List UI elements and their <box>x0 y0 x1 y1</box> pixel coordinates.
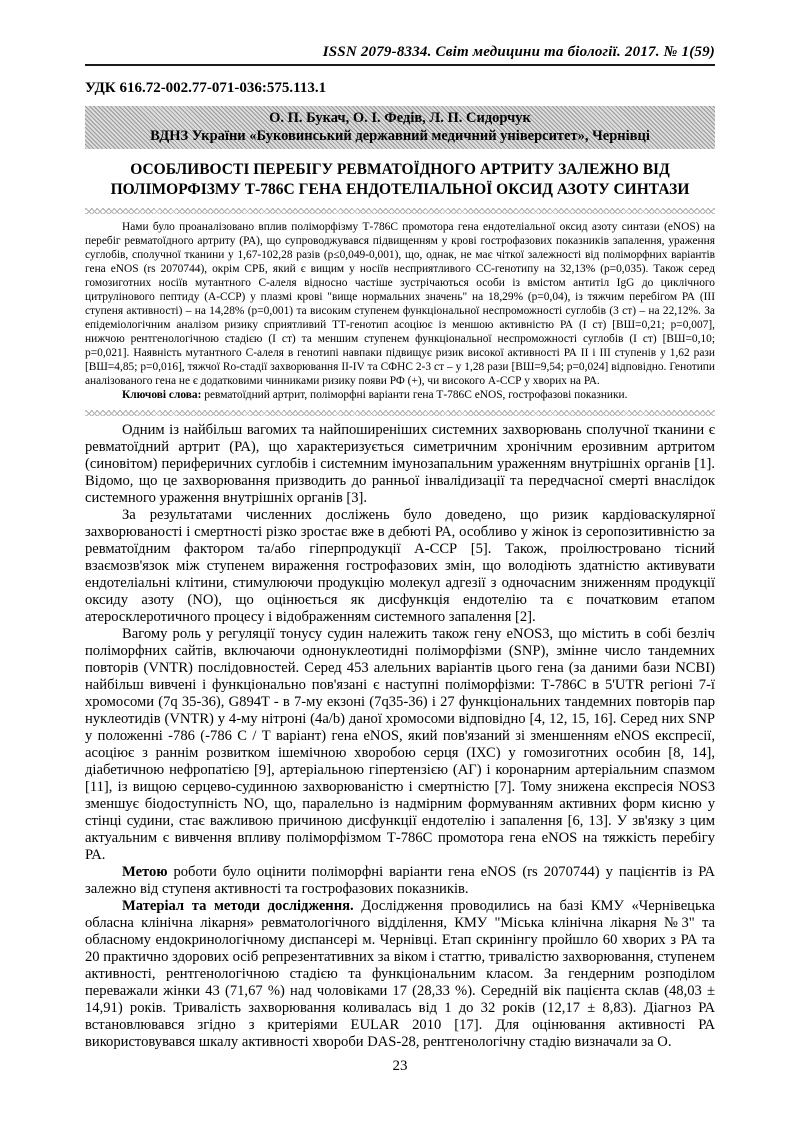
paragraph-5-text: Дослідження проводились на базі КМУ «Чернівецька обласна клінічна лікарня» ревматологічного відділення, КМУ "Міська клінічна лікарня №3" та обласному ендокринологічному диспансері м. Чернівці. Етап скринінгу пройшло 60 хворих з РА та 20 практично здорових осіб репрезентативних за віком і статтю, тривалістю захворювання, ступенем активності, рентгенологічною стадією та функціональним класом. За гендерним розподілом переважали жінки 43 (71,67 %) над чоловіками 17 (28,33 %). Середній вік пацієнта склав (48,03 ± 14,91) років. Тривалість захворювання коливалась від 1 до 32 років (12,17 ± 8,83). Діагноз РА встановлювався згідно з критеріями EULAR 2010 [17]. Для оцінювання активності РА використовувався шкалу активності хвороби DAS-28, рентгенологічну стадію визначали за О. <box>85 898 715 1050</box>
authors-line: О. П. Букач, О. І. Федів, Л. П. Сидорчук <box>269 110 531 126</box>
paragraph-1-text: Одним із найбільш вагомих та найпоширеніших системних захворювань сполучної тканини є ревматоїдний артрит (РА), що характеризується симетричним хронічним ерозивним артритом (синовітом) периферичних суглобів і системним імунозапальним ураженням внутрішніх органів [1]. Відомо, що це захворювання призводить до ранньої інвалідизації та передчасної смерті внаслідок системного ураження внутрішніх органів [3]. <box>85 422 715 506</box>
page-number: 23 <box>392 1058 408 1074</box>
affiliation-line: ВДНЗ України «Буковинський державний медичний університет», Чернівці <box>150 128 650 144</box>
paragraph-2-text: За результатами численних досліжень було доведено, що ризик кардіоваскулярної захворюваності і смертності різко зростає вже в дебюті РА, особливо у жінок із серопозитивністю за ревматоїдним фактором та/або гіперпродукції А-ССР [5]. Також, проілюстровано тісний взаємозв'язок між ступенем вираження гострофазових змін, що володіють здатністю активувати ендотеліальні клітини, стимулюючи продукцію молекул адгезії з одночасним зниженням продукції оксиду азоту (NO), що оцінюється як дисфункція ендотелію та є початковим етапом атеросклеротичного процесу і відображенням системного запалення [2]. <box>85 507 715 625</box>
keywords-text: ревматоїдний артрит, поліморфні варіанти гена Т-786С eNOS, гострофазові показники. <box>201 389 628 401</box>
abstract-paragraph: Нами було проаналізовано вплив поліморфізму Т-786С промотора гена ендотеліальної оксид азоту синтази (eNOS) на перебіг ревматоїдного артриту (РА), що супроводжувався підвищенням у крові гострофазових показників запалення, ураження суглобів, сполучної тканини у 1,67-102,28 разів (p≤0,049-0,001), що, однак, не має чіткої залежності від поліморфних варіантів гена eNOS (rs 2070744), окрім СРБ, який є вищим у носіїв несприятливого СС-генотипу на 32,13% (p=0,035). Також серед гомозиготних носіїв мутантного С-алеля відносно частіше зустрічаються особи із вмістом антитіл IgG до циклічного цитрулінового пептиду (А-ССР) у плазмі крові "вище нормальних значень" на 18,29% (р=0,04), із тяжчим перебігом РА (ІІІ ступеня активності) – на 14,28% (р=0,001) та високим ступенем функціональної неспроможності суглобів (3 ст) – на 22,12%. За епідеміологічним аналізом ризику сприятливий ТТ-генотип асоціює із меншою активністю РА (І ст) [ВШ=0,21; р=0,007], нижчою рентгенологічною стадією (І ст) та меншим ступенем функціональної неспроможності суглобів (І ст) [ВШ=0,10; р=0,021]. Наявність мутантного С-алеля в генотипі навпаки підвищує ризик високої активності РА ІІ і ІІІ ступенів у 1,62 рази [ВШ=4,85; р=0,016], тяжчої Ro-стадії захворювання ІІ-ІV та СФНС 2-3 ст – у 1,28 рази [ВШ=9,54; р=0,024] відповідно. Генотипи аналізованого гена не є додатковими чинниками ризику появи РФ (+), чи високого А-ССР у хворих на РА. <box>85 221 715 387</box>
body-paragraph-2 <box>85 507 715 626</box>
keywords-line <box>85 388 715 402</box>
divider-zigzag-top <box>85 208 715 214</box>
authors-box <box>85 106 715 149</box>
paragraph-4-text: роботи було оцінити поліморфні варіанти гена eNOS (rs 2070744) у пацієнтів із РА залежно від ступеня активності та гострофазових показників. <box>85 864 715 897</box>
body-paragraph-4 <box>85 864 715 898</box>
udc-code: УДК 616.72-002.77-071-036:575.113.1 <box>85 80 327 96</box>
paragraph-5-lead: Матеріал та методи дослідження. <box>122 898 354 914</box>
article-title: ОСОБЛИВОСТІ ПЕРЕБІГУ РЕВМАТОЇДНОГО АРТРИТУ ЗАЛЕЖНО ВІД ПОЛІМОРФІЗМУ Т-786С ГЕНА ЕНДОТЕЛІАЛЬНОЇ ОКСИД АЗОТУ СИНТАЗИ <box>110 161 690 198</box>
paragraph-4-lead: Метою <box>122 864 168 880</box>
journal-page <box>85 0 715 1075</box>
keywords-label: Ключові слова: <box>122 389 202 401</box>
body-paragraph-3 <box>85 626 715 864</box>
journal-issn-header: ISSN 2079-8334. Світ медицини та біології. 2017. № 1(59) <box>85 44 715 66</box>
article-body <box>85 422 715 1051</box>
divider-zigzag-bottom <box>85 410 715 416</box>
paragraph-3-text: Вагому роль у регуляції тонусу судин належить також гену eNOS3, що містить в собі безліч поліморфних сайтів, включаючи однонуклеотидні поліморфізми (SNP), змінне число тандемних повторів (VNTR) послідовностей. Серед 453 алельних варіантів цього гена (за даними бази NCBI) найбільш вивчені і функціонально пов'язані є наступні поліморфізми: Т-786С в 5'UTR регіоні 7-ї хромосоми (7q 35-36), G894T - в 7-му екзоні (7q35-36) і 27 функціональних тандемних повторів пар нуклеотидів (VNTR) у 4-му нітроні (4a/b) даної хромосоми відповідно [4, 12, 15, 16]. Серед них SNP у положенні -786 (-786 С / Т варіант) гена eNOS, який пов'язаний зі зменшенням eNOS експресії, асоціює з раннім розвитком ішемічною хворобою серця (ІХС) у гомозиготних особин [8, 14], діабетичною нефропатією [9], артеріальною гіпертензією (АГ) і коронарним артеріальним спазмом [11], із вищою серцево-судинною захворюваністю і смертністю [7]. Тому знижена експресія NOS3 зменшує біодоступність NO, що, паралельно із надмірним формуванням активних форм кисню у стінці судини, стає важливою причиною дисфункції ендотелію і запалення [6, 13]. У зв'язку з цим актуальним є вивчення впливу поліморфізмом Т-786С промотора гена eNOS на тяжкість перебігу РА. <box>85 626 715 863</box>
body-paragraph-5 <box>85 898 715 1051</box>
body-paragraph-1 <box>85 422 715 507</box>
